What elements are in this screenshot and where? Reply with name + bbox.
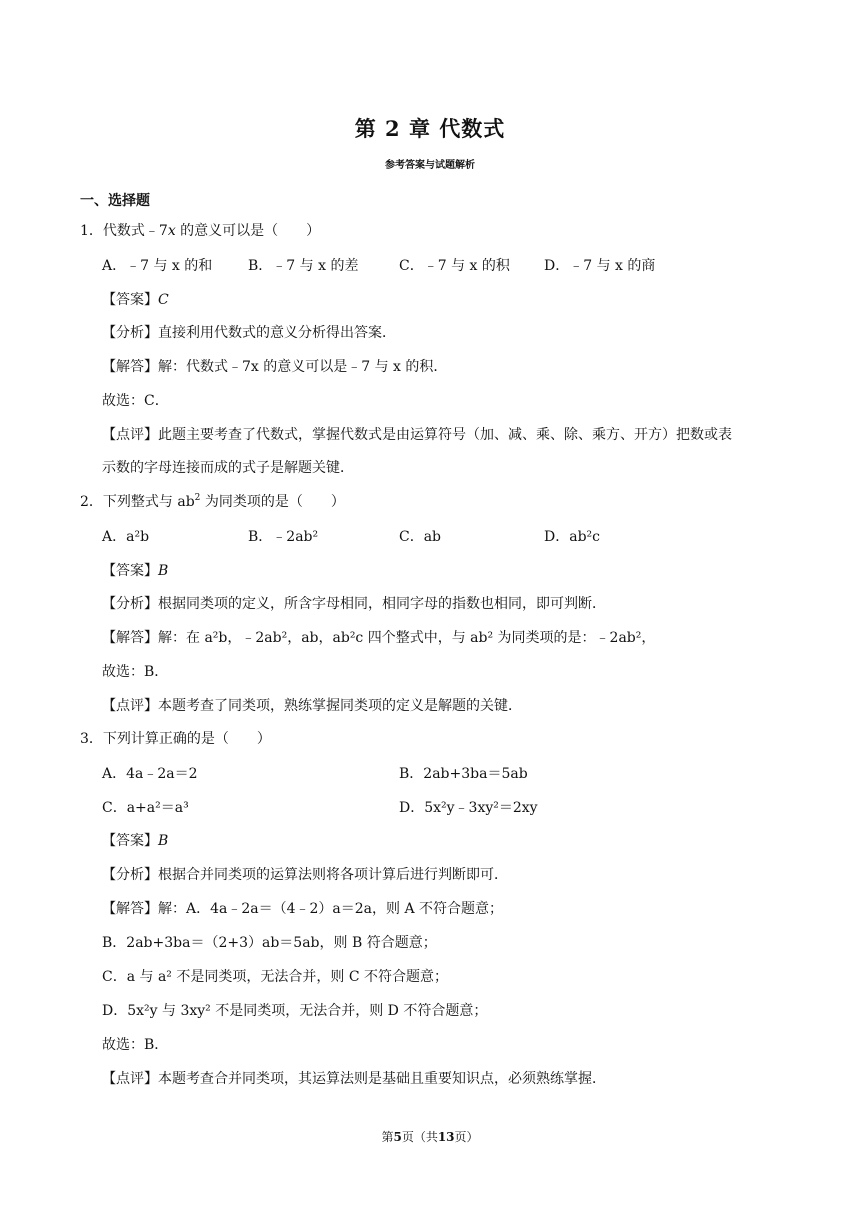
q2-comment: 【点评】本题考查了同类项，熟练掌握同类项的定义是解题的关键． xyxy=(102,698,522,714)
q2-option-b: B．﹣2ab² xyxy=(248,529,319,545)
q1-stem: 1．代数式﹣7x 的意义可以是（ ） xyxy=(80,223,321,239)
q2-option-d: D．ab²c xyxy=(544,529,600,545)
q3-option-a: A．4a﹣2a＝2 xyxy=(102,766,198,782)
q2-option-a: A．a²b xyxy=(102,529,150,545)
q1-choose: 故选：C． xyxy=(102,393,169,409)
q3-solution-c: C．a 与 a² 不是同类项，无法合并，则 C 不符合题意； xyxy=(102,969,448,985)
q1-option-c: C．﹣7 与 x 的积 xyxy=(399,258,510,274)
q3-stem: 3．下列计算正确的是（ ） xyxy=(80,731,271,747)
q1-analysis: 【分析】直接利用代数式的意义分析得出答案． xyxy=(102,325,396,341)
q1-comment-line1: 【点评】此题主要考查了代数式，掌握代数式是由运算符号（加、减、乘、除、乘方、开方）把数或表 xyxy=(102,427,732,443)
q3-answer: 【答案】B xyxy=(102,833,169,849)
q1-option-d: D．﹣7 与 x 的商 xyxy=(544,258,656,274)
page-footer: 第5页（共13页） xyxy=(381,1130,479,1144)
q1-solution: 【解答】解：代数式﹣7x 的意义可以是﹣7 与 x 的积． xyxy=(102,359,448,375)
q3-option-b: B．2ab+3ba＝5ab xyxy=(399,766,528,782)
q2-answer: 【答案】B xyxy=(102,563,169,579)
q2-stem: 2．下列整式与 $ab^2$ 为同类项的是（ ） xyxy=(80,493,345,510)
q3-analysis: 【分析】根据合并同类项的运算法则将各项计算后进行判断即可． xyxy=(102,867,508,883)
subtitle: 参考答案与试题解析 xyxy=(385,160,475,171)
q1-answer: 【答案】C xyxy=(102,292,169,308)
q3-solution-b: B．2ab+3ba＝（2+3）ab＝5ab，则 B 符合题意； xyxy=(102,935,437,951)
q1-comment-line2: 示数的字母连接而成的式子是解题关键． xyxy=(102,460,354,476)
q3-comment: 【点评】本题考查合并同类项，其运算法则是基础且重要知识点，必须熟练掌握． xyxy=(102,1071,606,1087)
q3-option-d: D．5x²y﹣3xy²＝2xy xyxy=(399,800,538,816)
page-total: 13 xyxy=(437,1130,455,1144)
q1-option-b: B．﹣7 与 x 的差 xyxy=(248,258,359,274)
q2-choose: 故选：B． xyxy=(102,664,169,680)
q3-solution-a: 【解答】解：A．4a﹣2a＝（4﹣2）a＝2a，则 A 不符合题意； xyxy=(102,901,504,917)
q1-option-a: A．﹣7 与 x 的和 xyxy=(102,258,213,274)
chapter-title: 第 2 章 代数式 xyxy=(354,116,506,141)
q3-solution-d: D．5x²y 与 3xy² 不是同类项，无法合并，则 D 不符合题意； xyxy=(102,1003,488,1019)
q3-option-c: C．a+a²＝a³ xyxy=(102,800,189,816)
q2-solution: 【解答】解：在 a²b，﹣2ab²，ab，ab²c 四个整式中，与 ab² 为同类项的是：﹣2ab²， xyxy=(102,630,656,646)
q2-analysis: 【分析】根据同类项的定义，所含字母相同，相同字母的指数也相同，即可判断． xyxy=(102,596,606,612)
q3-choose: 故选：B． xyxy=(102,1037,169,1053)
section-heading: 一、选择题 xyxy=(80,193,150,209)
page-number: 5 xyxy=(393,1130,402,1144)
q2-option-c: C．ab xyxy=(399,529,442,545)
